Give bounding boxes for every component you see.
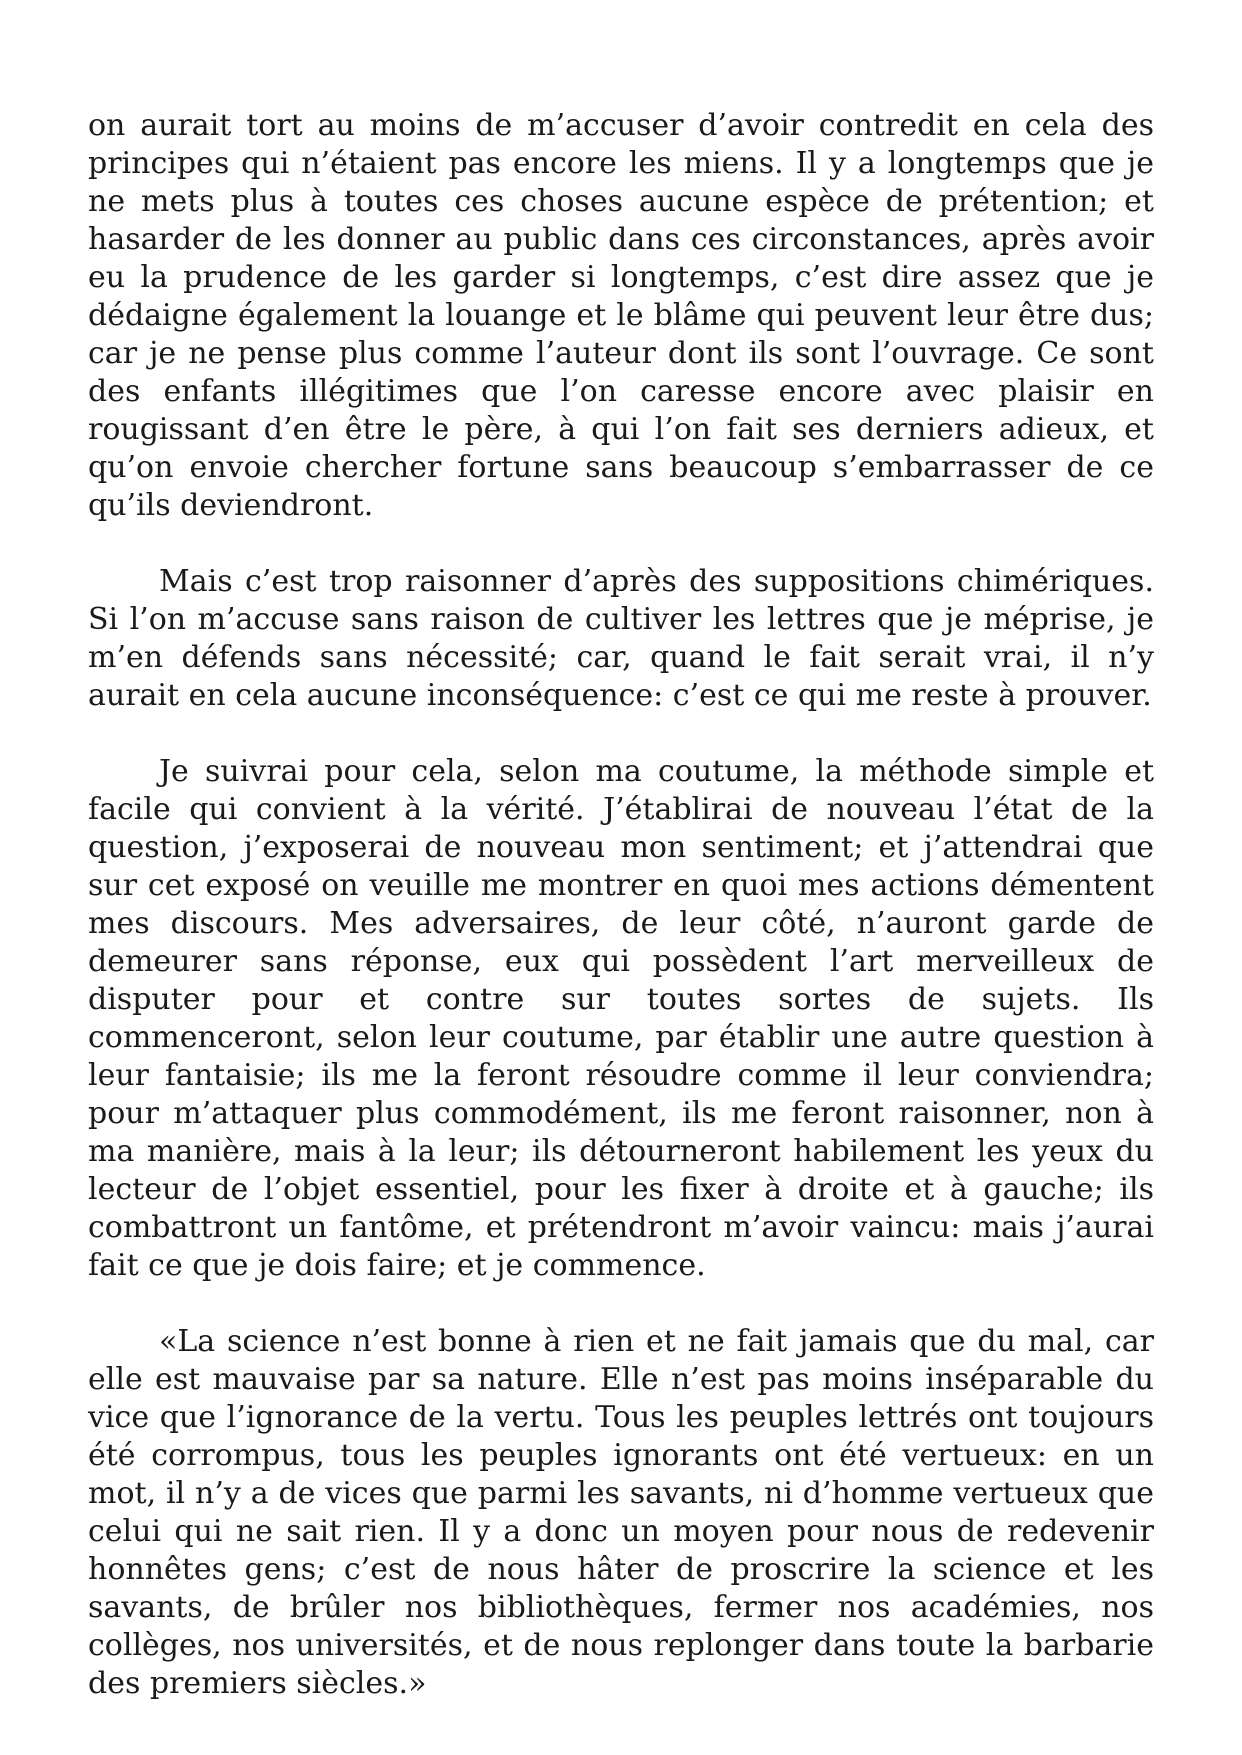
paragraph-1: on aurait tort au moins de m’accuser d’avoir contredit en cela des principes qui n’étaient pas encore les miens. Il y a longtemps que je ne mets plus à toutes ces choses aucune espèce de prétention; et hasarder de les donner au public dans ces circonstances, après avoir eu la prudence de les garder si longtemps, c’est dire assez que je dédaigne également la louange et le blâme qui peuvent leur être dus; car je ne pense plus comme l’auteur dont ils sont l’ouvrage. Ce sont des enfants illégitimes que l’on caresse encore avec plaisir en rougissant d’en être le père, à qui l’on fait ses derniers adieux, et qu’on envoie chercher fortune sans beaucoup s’embarrasser de ce qu’ils deviendront. bbox=[88, 108, 1154, 523]
paragraph-3: Je suivrai pour cela, selon ma coutume, la méthode simple et facile qui convient à la vérité. J’établirai de nouveau l’état de la question, j’exposerai de nouveau mon sentiment; et j’attendrai que sur cet exposé on veuille me montrer en quoi mes actions démentent mes discours. Mes adversaires, de leur côté, n’auront garde de demeurer sans réponse, eux qui possèdent l’art merveilleux de disputer pour et contre sur toutes sortes de sujets. Ils commenceront, selon leur coutume, par établir une autre question à leur fantaisie; ils me la feront résoudre comme il leur conviendra; pour m’attaquer plus commodément, ils me feront raisonner, non à ma manière, mais à la leur; ils détourneront habilement les yeux du lecteur de l’objet essentiel, pour les fixer à droite et à gauche; ils combattront un fantôme, et prétendront m’avoir vaincu: mais j’aurai fait ce que je dois faire; et je commence. bbox=[88, 754, 1154, 1283]
paragraph-2: Mais c’est trop raisonner d’après des suppositions chimériques. Si l’on m’accuse sans raison de cultiver les lettres que je méprise, je m’en défends sans nécessité; car, quand le fait serait vrai, il n’y aurait en cela aucune inconséquence: c’est ce qui me reste à prouver. bbox=[88, 564, 1154, 713]
document-page bbox=[88, 107, 1154, 1703]
paragraph-4: «La science n’est bonne à rien et ne fait jamais que du mal, car elle est mauvaise par sa nature. Elle n’est pas moins inséparable du vice que l’ignorance de la vertu. Tous les peuples lettrés ont toujours été corrompus, tous les peuples ignorants ont été vertueux: en un mot, il n’y a de vices que parmi les savants, ni d’homme vertueux que celui qui ne sait rien. Il y a donc un moyen pour nous de redevenir honnêtes gens; c’est de nous hâter de proscrire la science et les savants, de brûler nos bibliothèques, fermer nos académies, nos collèges, nos universités, et de nous replonger dans toute la barbarie des premiers siècles.» bbox=[88, 1324, 1154, 1701]
